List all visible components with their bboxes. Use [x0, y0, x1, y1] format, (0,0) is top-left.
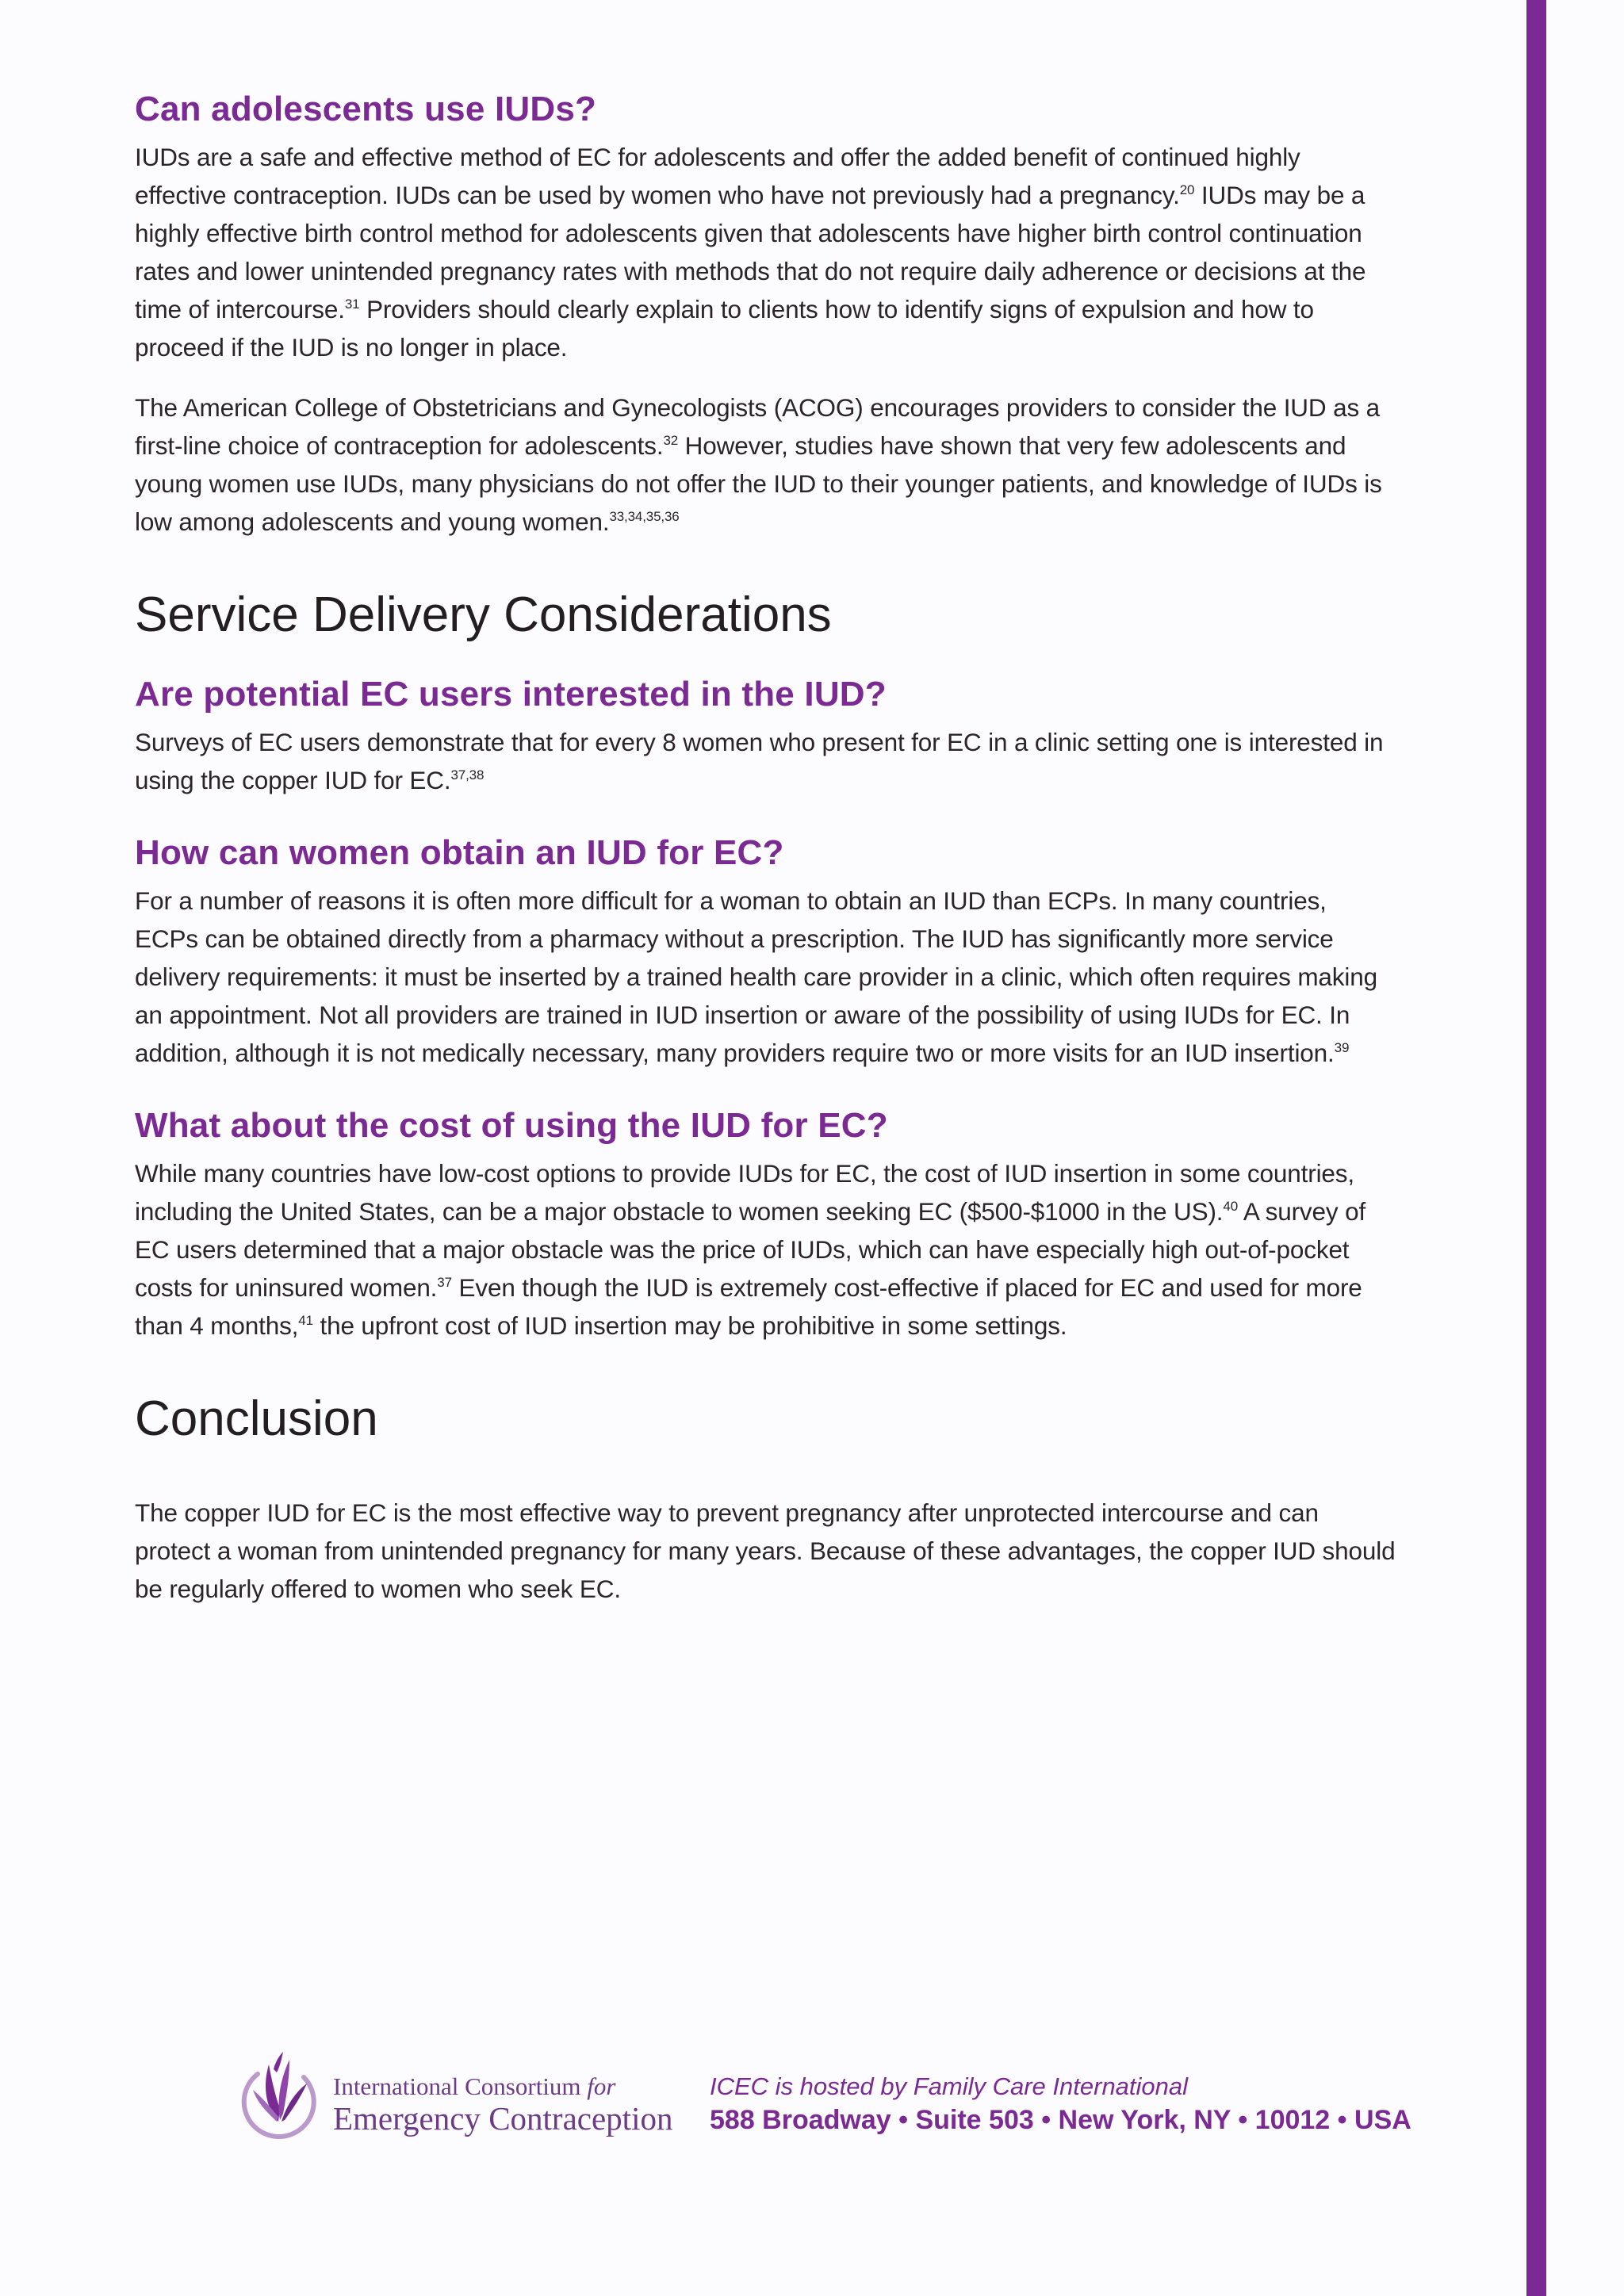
citation: 39 — [1334, 1040, 1350, 1055]
section-title-conclusion: Conclusion — [135, 1391, 378, 1446]
heading-obtain: How can women obtain an IUD for EC? — [135, 833, 784, 872]
citation: 41 — [298, 1313, 313, 1328]
page-content — [135, 87, 1396, 1608]
address: 588 Broadway • Suite 503 • New York, NY • 10012 • USA — [710, 2105, 1411, 2135]
heading-cost: What about the cost of using the IUD for EC? — [135, 1106, 888, 1145]
paragraph-obtain: For a number of reasons it is often more difficult for a woman to obtain an IUD than ECPs. In many countries, ECPs can be obtained directly from a pharmacy without a prescription. The IUD has significantly more service delivery requirements: it must be inserted by a trained health care provider in a clinic, which often requires making an appointment. Not all providers are trained in IUD insertion or aware of the possibility of using IUDs for EC. In addition, although it is not medically necessary, many providers require two or more visits for an IUD insertion.$^{39}$ — [135, 886, 1377, 1067]
icec-logo-text: International Consortium for Emergency Contraception — [333, 2072, 673, 2137]
right-edge-bar — [1526, 0, 1546, 2296]
icec-logo-icon — [234, 2045, 321, 2147]
paragraph-conclusion: The copper IUD for EC is the most effective way to prevent pregnancy after unprotected intercourse and can protect a woman from unintended pregnancy for many years. Because of these advantages, the copper IUD should be regularly offered to women who seek EC. — [135, 1498, 1396, 1603]
host-statement: ICEC is hosted by Family Care International — [710, 2072, 1189, 2100]
heading-adolescents: Can adolescents use IUDs? — [135, 90, 597, 128]
citation: 31 — [344, 297, 360, 312]
citation: 32 — [663, 433, 679, 448]
paragraph-adolescents-1: IUDs are a safe and effective method of EC for adolescents and offer the added benefit of continued highly effective contraception. IUDs can be used by women who have not previously had a pregnancy.$^{20}$ IUDs may be a highly effective birth control method for adolescents given that adolescents have higher birth control continuation rates and lower unintended pregnancy rates with methods that do not require daily adherence or decisions at the time of intercourse.$^{31}$ Providers should clearly explain to clients how to identify signs of expulsion and how to proceed if the IUD is no longer in place. — [135, 143, 1366, 362]
host-info — [710, 2071, 1411, 2137]
citation: 37,38 — [450, 767, 485, 783]
paragraph-adolescents-2: The American College of Obstetricians and Gynecologists (ACOG) encourages providers to consider the IUD as a first-line choice of contraception for adolescents.$^{32}$ However, studies have shown that very few adolescents and young women use IUDs, many physicians do not offer the IUD to their younger patients, and knowledge of IUDs is low among adolescents and young women.$^{33,34,35,36}$ — [135, 393, 1382, 536]
citation: 20 — [1179, 182, 1195, 197]
citation: 37 — [437, 1275, 452, 1290]
paragraph-interested: Surveys of EC users demonstrate that for every 8 women who present for EC in a clinic setting one is interested in using the copper IUD for EC.$^{37,38}$ — [135, 728, 1384, 794]
citation: 33,34,35,36 — [609, 509, 680, 524]
citation: 40 — [1223, 1199, 1239, 1214]
heading-interested: Are potential EC users interested in the IUD? — [135, 675, 887, 714]
section-title-service-delivery: Service Delivery Considerations — [135, 587, 832, 642]
footer — [234, 2045, 1439, 2149]
paragraph-cost: While many countries have low-cost options to provide IUDs for EC, the cost of IUD insertion in some countries, including the United States, can be a major obstacle to women seeking EC ($500-$1000 in the US).$^{40}$ A survey of EC users determined that a major obstacle was the price of IUDs, which can have especially high out-of-pocket costs for uninsured women.$^{37}$ Even though the IUD is extremely cost-effective if placed for EC and used for more than 4 months,$^{41}$ the upfront cost of IUD insertion may be prohibitive in some settings. — [135, 1159, 1366, 1340]
